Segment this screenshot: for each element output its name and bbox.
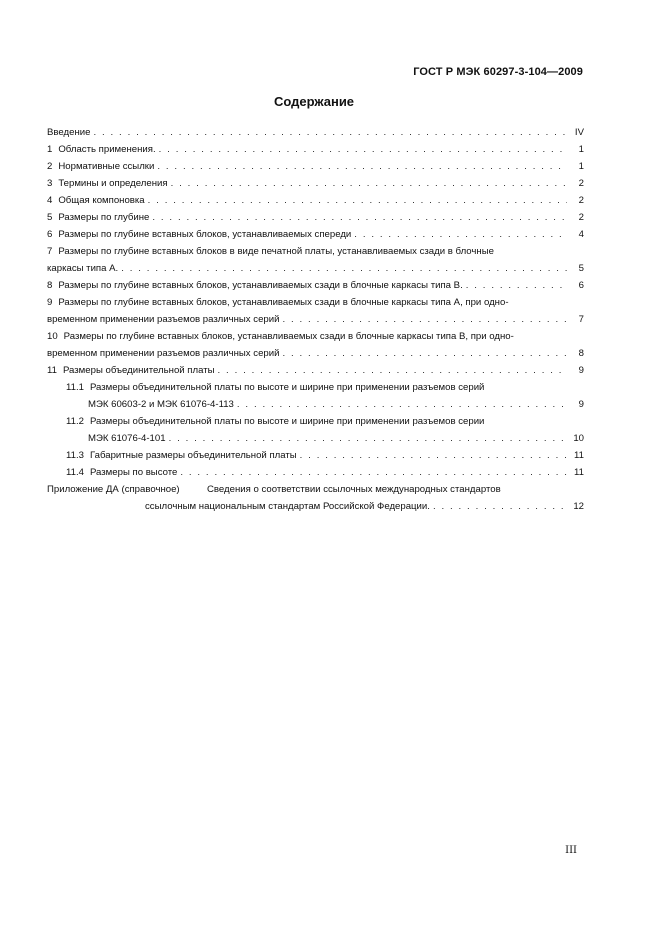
toc-entry-number: 11.1 xyxy=(66,382,84,393)
dot-leader xyxy=(157,158,567,175)
toc-entry-title: Термины и определения xyxy=(58,178,168,189)
toc-page-number: 11 xyxy=(574,467,584,478)
toc-page-number: 9 xyxy=(578,399,584,410)
dot-leader xyxy=(433,498,567,515)
toc-entry-title: Введение xyxy=(47,127,91,138)
toc-page-number: 5 xyxy=(578,263,584,274)
toc-entry-number: 4 xyxy=(47,195,53,206)
toc-page-number: 12 xyxy=(573,501,584,512)
toc-entry-2[interactable] xyxy=(47,158,584,175)
appendix-title: Сведения о соответствии ссылочных международных стандартов xyxy=(207,484,501,495)
toc-page-number: 1 xyxy=(578,144,584,155)
toc-entry-intro[interactable] xyxy=(47,124,584,141)
toc-entry-title: Размеры по высоте xyxy=(89,467,178,478)
toc-entry-title: Размеры объединительной платы по высоте и ширине при применении разъемов серии xyxy=(89,416,485,427)
toc-page-number: 8 xyxy=(578,348,584,359)
toc-entry-8[interactable] xyxy=(47,277,584,294)
toc-entry-11-4[interactable] xyxy=(47,464,584,481)
toc-page-number: 10 xyxy=(573,433,584,444)
toc-entry-number: 2 xyxy=(47,161,53,172)
toc-entry-title: Размеры по глубине вставных блоков в виде печатной платы, устанавливаемых сзади в блочные xyxy=(58,246,494,257)
toc-entry-7[interactable] xyxy=(47,243,584,277)
toc-entry-number: 11 xyxy=(47,365,57,376)
toc-entry-number: 11.2 xyxy=(66,416,84,427)
toc-title: Содержание xyxy=(273,94,355,109)
toc-entry-title: Размеры объединительной платы xyxy=(62,365,215,376)
dot-leader xyxy=(121,260,567,277)
toc-entry-number: 9 xyxy=(47,297,53,308)
toc-entry-title: Размеры по глубине вставных блоков, устанавливаемых спереди xyxy=(58,229,352,240)
toc-entry-11-3[interactable] xyxy=(47,447,584,464)
toc-page-number: 2 xyxy=(578,178,584,189)
dot-leader xyxy=(282,345,567,362)
toc-entry-title: Размеры по глубине xyxy=(58,212,150,223)
toc-entry-11-2[interactable] xyxy=(47,413,584,447)
dot-leader xyxy=(152,209,567,226)
toc-entry-5[interactable] xyxy=(47,209,584,226)
toc-entry-title: Область применения. xyxy=(58,144,156,155)
toc-entry-title: Размеры по глубине вставных блоков, устанавливаемых сзади в блочные каркасы типа В, при одно- xyxy=(63,331,514,342)
toc-page-number: IV xyxy=(574,127,584,138)
appendix-title-cont: ссылочным национальным стандартам Российской Федерации. xyxy=(145,501,430,512)
toc-entry-title-cont: МЭК 61076-4-101 xyxy=(88,433,166,444)
dot-leader xyxy=(282,311,567,328)
toc-page-number: 1 xyxy=(578,161,584,172)
dot-leader xyxy=(180,464,567,481)
toc-entry-title: Нормативные ссылки xyxy=(58,161,155,172)
toc-entry-title-cont: временном применении разъемов различных серий xyxy=(47,314,280,325)
toc-entry-number: 6 xyxy=(47,229,53,240)
dot-leader xyxy=(300,447,567,464)
toc-entry-title-cont: каркасы типа А. xyxy=(47,263,119,274)
toc-entry-title-cont: МЭК 60603-2 и МЭК 61076-4-113 xyxy=(88,399,234,410)
dot-leader xyxy=(237,396,567,413)
document-code-header: ГОСТ Р МЭК 60297-3-104—2009 xyxy=(413,66,583,78)
dot-leader xyxy=(171,175,567,192)
toc-entry-number: 8 xyxy=(47,280,53,291)
toc-entry-title: Размеры по глубине вставных блоков, устанавливаемых сзади в блочные каркасы типа А, при одно- xyxy=(58,297,509,308)
toc-entry-title-cont: временном применении разъемов различных серий xyxy=(47,348,280,359)
toc-page-number: 9 xyxy=(578,365,584,376)
toc-entry-title: Габаритные размеры объединительной платы xyxy=(89,450,297,461)
dot-leader xyxy=(148,192,567,209)
toc-entry-number: 11.3 xyxy=(66,450,84,461)
dot-leader xyxy=(218,362,567,379)
toc-entry-11-1[interactable] xyxy=(47,379,584,413)
table-of-contents xyxy=(47,124,584,515)
toc-entry-number: 5 xyxy=(47,212,53,223)
toc-page-number: 2 xyxy=(578,212,584,223)
toc-page-number: 7 xyxy=(578,314,584,325)
toc-entry-11[interactable] xyxy=(47,362,584,379)
toc-entry-10[interactable] xyxy=(47,328,584,362)
toc-entry-number: 11.4 xyxy=(66,467,84,478)
dot-leader xyxy=(354,226,567,243)
toc-entry-3[interactable] xyxy=(47,175,584,192)
toc-page-number: 6 xyxy=(578,280,584,291)
toc-page-number: 2 xyxy=(578,195,584,206)
toc-entry-appendix-da[interactable] xyxy=(47,481,584,515)
appendix-label: Приложение ДА (справочное) xyxy=(47,484,180,495)
toc-entry-title: Общая компоновка xyxy=(58,195,145,206)
toc-entry-6[interactable] xyxy=(47,226,584,243)
toc-page-number: 11 xyxy=(574,450,584,461)
toc-page-number: 4 xyxy=(578,229,584,240)
dot-leader xyxy=(159,141,567,158)
toc-entry-number: 7 xyxy=(47,246,53,257)
page-number-footer: III xyxy=(565,845,577,856)
toc-entry-title: Размеры объединительной платы по высоте и ширине при применении разъемов серий xyxy=(89,382,485,393)
dot-leader xyxy=(169,430,567,447)
toc-entry-number: 3 xyxy=(47,178,53,189)
toc-entry-9[interactable] xyxy=(47,294,584,328)
toc-entry-1[interactable] xyxy=(47,141,584,158)
toc-entry-number: 1 xyxy=(47,144,53,155)
toc-entry-number: 10 xyxy=(47,331,58,342)
toc-entry-title: Размеры по глубине вставных блоков, устанавливаемых сзади в блочные каркасы типа В. xyxy=(58,280,463,291)
dot-leader xyxy=(466,277,567,294)
toc-entry-4[interactable] xyxy=(47,192,584,209)
dot-leader xyxy=(93,124,567,141)
